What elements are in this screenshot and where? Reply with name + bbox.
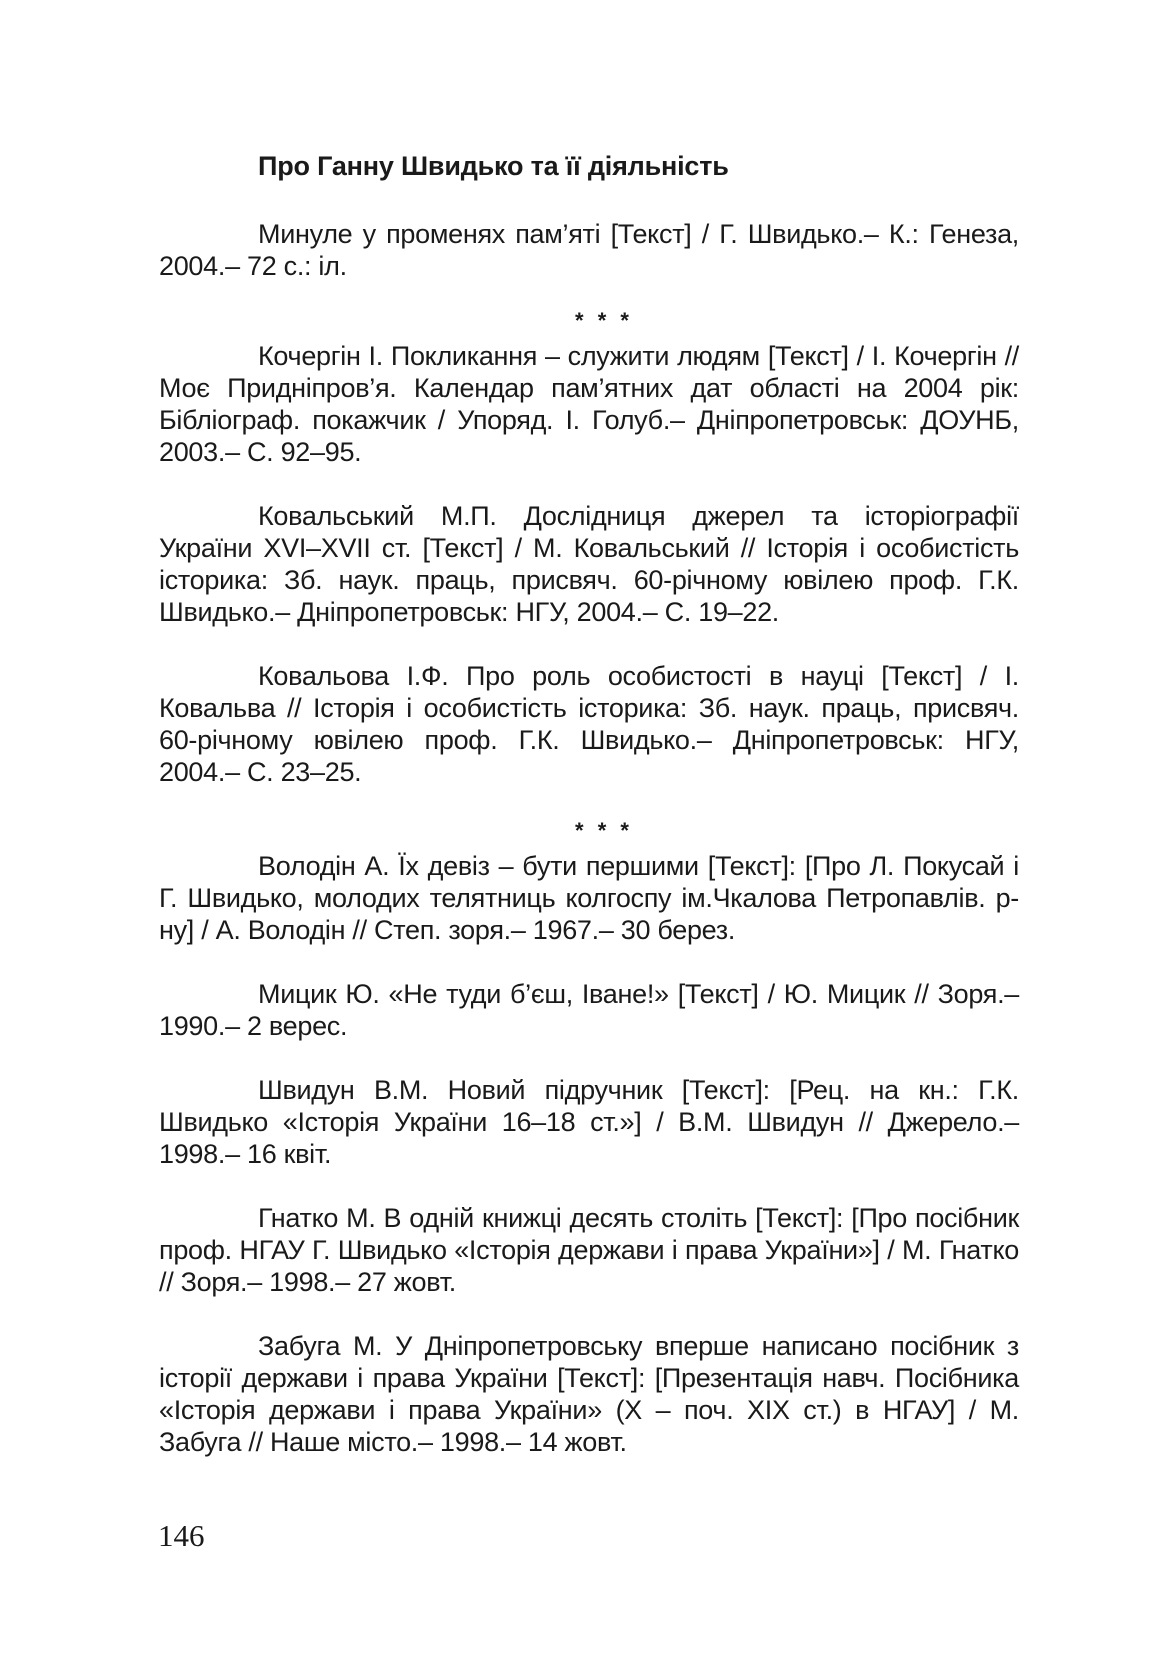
section-separator: * * * [575, 308, 633, 333]
page-body [159, 150, 1019, 1490]
page-number: 146 [158, 1518, 205, 1553]
bibliography-entry: Мицик Ю. «Не туди б’єш, Іване!» [Текст] / Ю. Мицик // Зоря.– 1990.– 2 верес. [159, 979, 1019, 1041]
bibliography-entry: Минуле у променях пам’яті [Текст] / Г. Швидько.– К.: Генеза, 2004.– 72 с.: іл. [159, 219, 1019, 281]
bibliography-entry: Кочергін І. Покликання – служити людям [Текст] / І. Кочергін // Моє Придніпров’я. Календар пам’ятних дат області на 2004 рік: Бібліограф. покажчик / Упоряд. І. Голуб.– Дніпропетровськ: ДОУНБ, 2003.– С. 92–95. [159, 341, 1019, 467]
bibliography-entry: Забуга М. У Дніпропетровську вперше написано посібник з історії держави і права України [Текст]: [Презентація навч. Посібника «Історія держави і права України» (X – поч. XIX ст.) в НГАУ] / М. Забуга // Наше місто.– 1998.– 14 жовт. [159, 1331, 1019, 1457]
section-heading: Про Ганну Швидько та її діяльність [258, 151, 729, 181]
bibliography-entry: Швидун В.М. Новий підручник [Текст]: [Рец. на кн.: Г.К. Швидько «Історія України 16–18 ст.»] / В.М. Швидун // Джерело.– 1998.– 16 квіт. [159, 1075, 1019, 1169]
bibliography-entry: Володін А. Їх девіз – бути першими [Текст]: [Про Л. Покусай і Г. Швидько, молодих телятниць колгоспу ім.Чкалова Петропавлів. р-ну] / А. Володін // Степ. зоря.– 1967.– 30 берез. [159, 851, 1019, 945]
bibliography-entry: Ковальова І.Ф. Про роль особистості в науці [Текст] / І. Ковальва // Історія і особистість історика: Зб. наук. праць, присвяч. 60-річному ювілею проф. Г.К. Швидько.– Дніпропетровськ: НГУ, 2004.– С. 23–25. [159, 661, 1019, 787]
bibliography-entry: Ковальський М.П. Дослідниця джерел та історіографії України XVI–XVII ст. [Текст] / М. Ковальський // Історія і особистість історика: Зб. наук. праць, присвяч. 60-річному ювілею проф. Г.К. Швидько.– Дніпропетровськ: НГУ, 2004.– С. 19–22. [159, 501, 1019, 627]
section-separator: * * * [575, 818, 633, 843]
bibliography-entry: Гнатко М. В одній книжці десять століть [Текст]: [Про посібник проф. НГАУ Г. Швидько «Історія держави і права України»] / М. Гнатко // Зоря.– 1998.– 27 жовт. [159, 1203, 1019, 1297]
